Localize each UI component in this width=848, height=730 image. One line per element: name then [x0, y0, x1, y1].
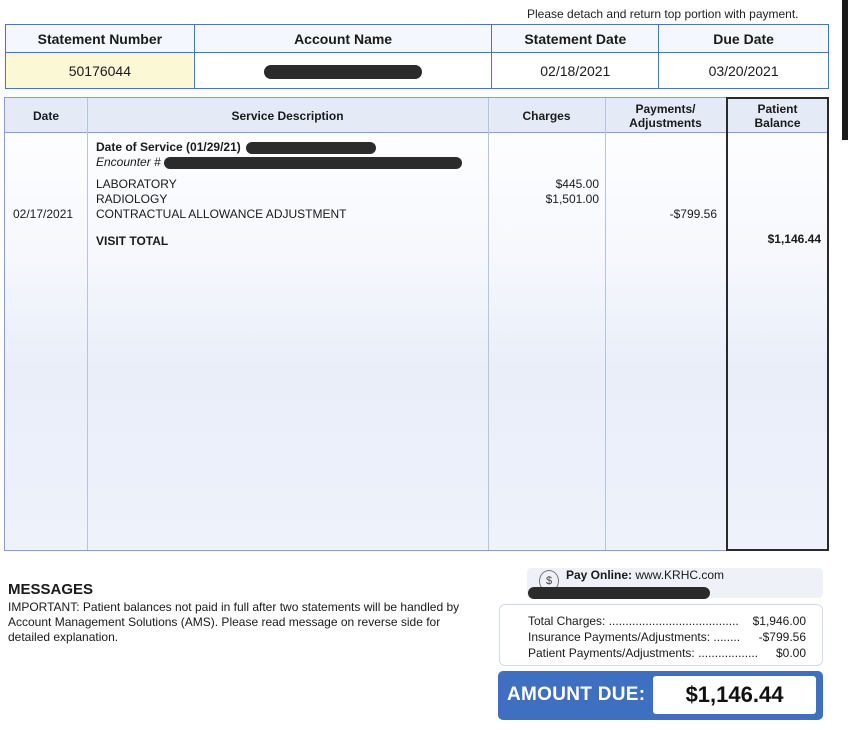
amount-due-label: AMOUNT DUE:	[507, 684, 646, 705]
messages-title: MESSAGES	[8, 581, 94, 598]
insurance-adjustments-label: Insurance Payments/Adjustments: ........	[528, 630, 741, 644]
redaction	[246, 142, 376, 154]
line-item-charge: $445.00	[555, 177, 599, 191]
row-date: 02/17/2021	[13, 207, 74, 221]
statement-date-header: Statement Date	[492, 25, 659, 53]
service-description-column-header: Service Description	[231, 108, 344, 123]
messages-body: IMPORTANT: Patient balances not paid in full after two statements will be handled by Account Management Solutions (AMS). Please read message on reverse side for detailed explanation.	[8, 600, 460, 644]
patient-balance-column-header: Patient Balance	[754, 101, 801, 130]
total-charges-value: $1,946.00	[752, 614, 806, 628]
account-name-header: Account Name	[194, 25, 492, 53]
detach-note: Please detach and return top portion with payment.	[527, 7, 799, 21]
statement-info-table	[5, 24, 829, 89]
scan-edge	[842, 0, 848, 140]
date-of-service: Date of Service (01/29/21)	[96, 140, 376, 154]
redaction	[264, 65, 422, 79]
patient-payments-label: Patient Payments/Adjustments: ..................	[528, 646, 759, 660]
amount-due-banner	[498, 671, 823, 720]
totals-summary	[499, 604, 823, 666]
pay-online-link[interactable]: www.KRHC.com	[635, 568, 725, 582]
account-name-value	[194, 53, 492, 89]
statement-number-value: 50176044	[6, 53, 195, 89]
hand-payment-icon: $	[539, 570, 559, 592]
patient-balance-column-border	[726, 97, 829, 551]
visit-total-value: $1,146.44	[767, 232, 821, 246]
line-item-adjustment: -$799.56	[669, 207, 717, 221]
total-charges-label: Total Charges: .......................................	[528, 614, 739, 628]
line-item-description: LABORATORY	[96, 177, 177, 191]
statement-number-header: Statement Number	[6, 25, 195, 53]
due-date-header: Due Date	[659, 25, 829, 53]
payments-column-header: Payments/ Adjustments	[629, 101, 702, 130]
amount-due-value: $1,146.44	[653, 676, 816, 714]
redaction	[164, 157, 462, 169]
line-item-charge: $1,501.00	[545, 192, 599, 206]
insurance-adjustments-value: -$799.56	[758, 630, 806, 644]
encounter-number: Encounter #	[96, 155, 462, 169]
due-date-value: 03/20/2021	[659, 53, 829, 89]
patient-payments-value: $0.00	[775, 646, 806, 660]
line-item-description: CONTRACTUAL ALLOWANCE ADJUSTMENT	[96, 207, 347, 221]
pay-online[interactable]: Pay Online: www.KRHC.com	[566, 568, 725, 582]
statement-date-value: 02/18/2021	[492, 53, 659, 89]
date-column-header: Date	[32, 108, 59, 123]
redaction	[528, 587, 710, 599]
statement-detail	[4, 97, 828, 551]
visit-total-label: VISIT TOTAL	[96, 234, 169, 248]
charges-column-header: Charges	[522, 108, 571, 123]
line-item-description: RADIOLOGY	[96, 192, 168, 206]
